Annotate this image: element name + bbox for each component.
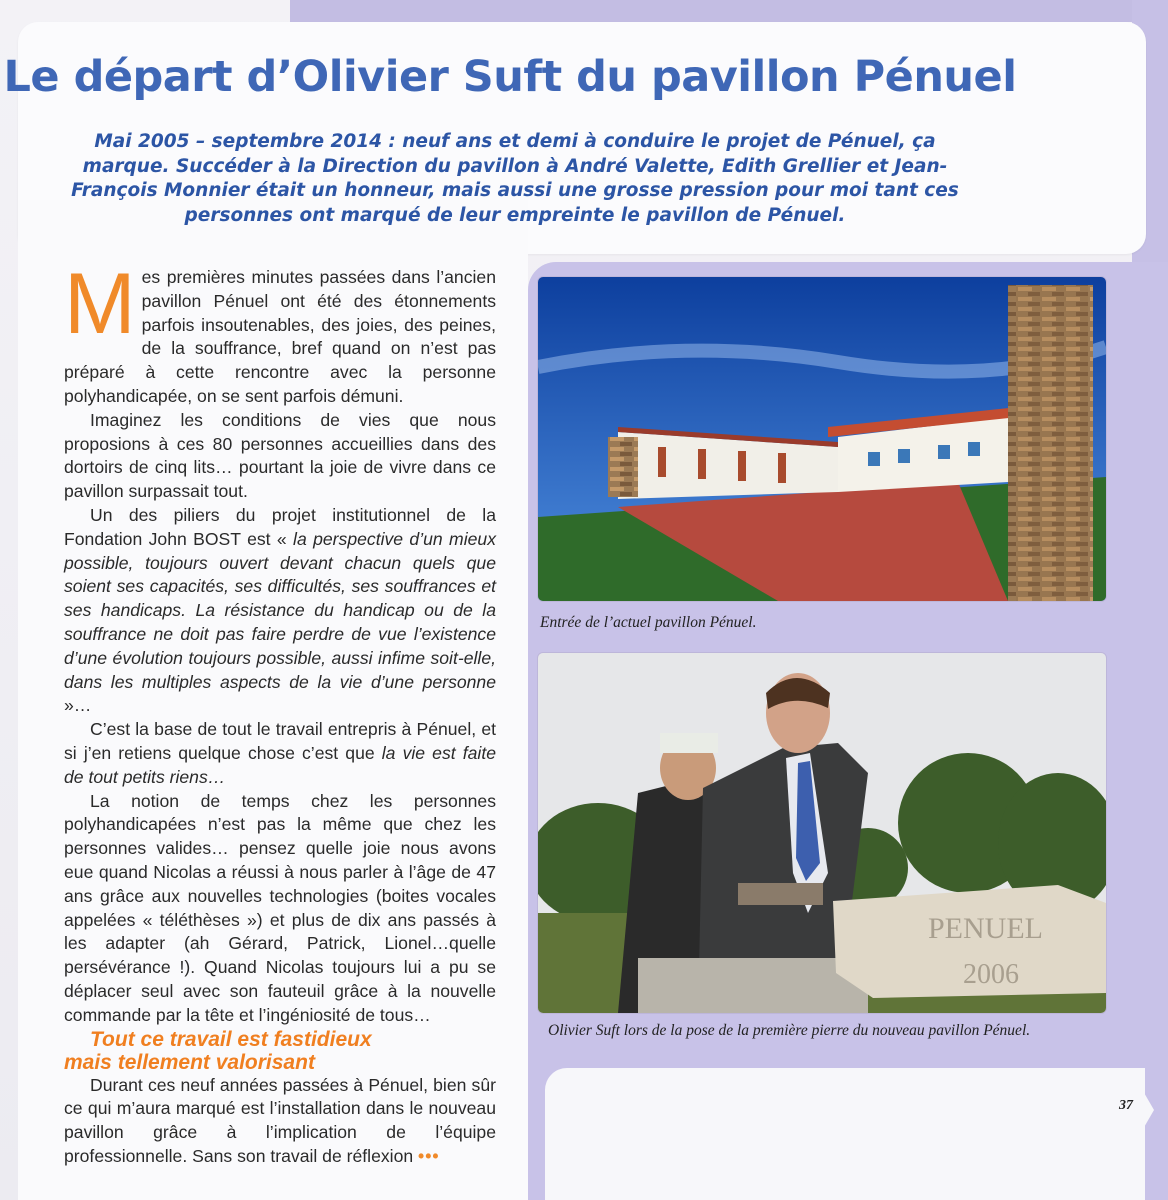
paragraph-4-italic: la vie est faite de tout petits riens…	[64, 742, 496, 787]
paragraph-3-end: »…	[64, 695, 92, 716]
paragraph-4	[64, 718, 496, 789]
paragraph-4-start: C’est la base de tout le travail entrepris à Pénuel, et si j’en retiens quelque chose c’est que	[64, 719, 496, 763]
drop-cap: M	[64, 256, 136, 352]
paragraph-6-text: Durant ces neuf années passées à Pénuel, bien sûr ce qui m’aura marqué est l’installation dans le nouveau pavillon grâce à l’implication de l’équipe professionnelle. Sans son travail de réflexion	[64, 1074, 496, 1166]
bottom-panel	[545, 1068, 1145, 1200]
subheading	[64, 1028, 496, 1074]
article-body	[64, 256, 496, 1169]
foundation-quote: la perspective d’un mieux possible, toujours ouvert devant chacun quels que soient ses capacités, ses difficultés, ses souffrances et ses handicaps. La résistance du handicap ou de la souffrance ne doit pas faire perdre de vue l’existence d’une évolution toujours possible, aussi infime soit-elle, dans les multiples aspects de la vie d’une personne	[64, 528, 496, 692]
paragraph-1	[64, 256, 496, 409]
subheading-line-2: mais tellement valorisant	[64, 1050, 315, 1074]
building-photo	[537, 276, 1107, 602]
paragraph-6	[64, 1074, 496, 1169]
building-photo-caption: Entrée de l’actuel pavillon Pénuel.	[540, 614, 757, 631]
lede: Mai 2005 – septembre 2014 : neuf ans et demi à conduire le projet de Pénuel, ça marque. Succéder à la Direction du pavillon à André Valette, Edith Grellier et Jean-François Monnier était un honneur, mais aussi une grosse pression pour moi tant ces personnes ont marqué de leur empreinte le pavillon de Pénuel.	[71, 131, 959, 226]
paragraph-3-start: Un des piliers du projet institutionnel de la Fondation John BOST est «	[64, 504, 496, 549]
stone-name-text: PENUEL	[928, 912, 1043, 945]
continuation-dots: •••	[418, 1145, 440, 1166]
subheading-line-1: Tout ce travail est fastidieux	[90, 1027, 372, 1051]
paragraph-1-text: es premières minutes passées dans l’ancien pavillon Pénuel ont été des étonnements parfois insoutenables, des joies, des peines, de la souffrance, bref quand on n’est pas préparé à cette rencontre avec la personne polyhandicapée, on se sent parfois démuni.	[64, 267, 496, 406]
ceremony-photo	[537, 652, 1107, 1014]
ceremony-photo-caption: Olivier Suft lors de la pose de la première pierre du nouveau pavillon Pénuel.	[548, 1022, 1031, 1039]
page-number: 37	[1119, 1098, 1133, 1113]
paragraph-2: Imaginez les conditions de vies que nous proposions à ces 80 personnes accueillies dans des dortoirs de cinq lits… pourtant la joie de vivre dans ce pavillon surpassait tout.	[64, 409, 496, 502]
stone-year-text: 2006	[963, 959, 1019, 990]
page-title: Le départ d’Olivier Suft du pavillon Pénuel	[3, 52, 1017, 102]
paragraph-3	[64, 504, 496, 718]
page-tab	[1132, 1072, 1154, 1148]
paragraph-5: La notion de temps chez les personnes polyhandicapées n’est pas la même que chez les personnes valides… pensez quelle joie nous avons eue quand Nicolas a réussi à nous parler à l’âge de 47 ans grâce aux nouvelles technologies (boites vocales appelées « téléthèses ») et plus de dix ans passés à les adapter (ah Gérard, Patrick, Lionel…quelle persévérance !). Quand Nicolas toujours lui a pu se déplacer seul avec son fauteuil grâce à la nouvelle commande par la tête et l’ingéniosité de tous…	[64, 790, 496, 1025]
top-band	[290, 0, 1168, 22]
